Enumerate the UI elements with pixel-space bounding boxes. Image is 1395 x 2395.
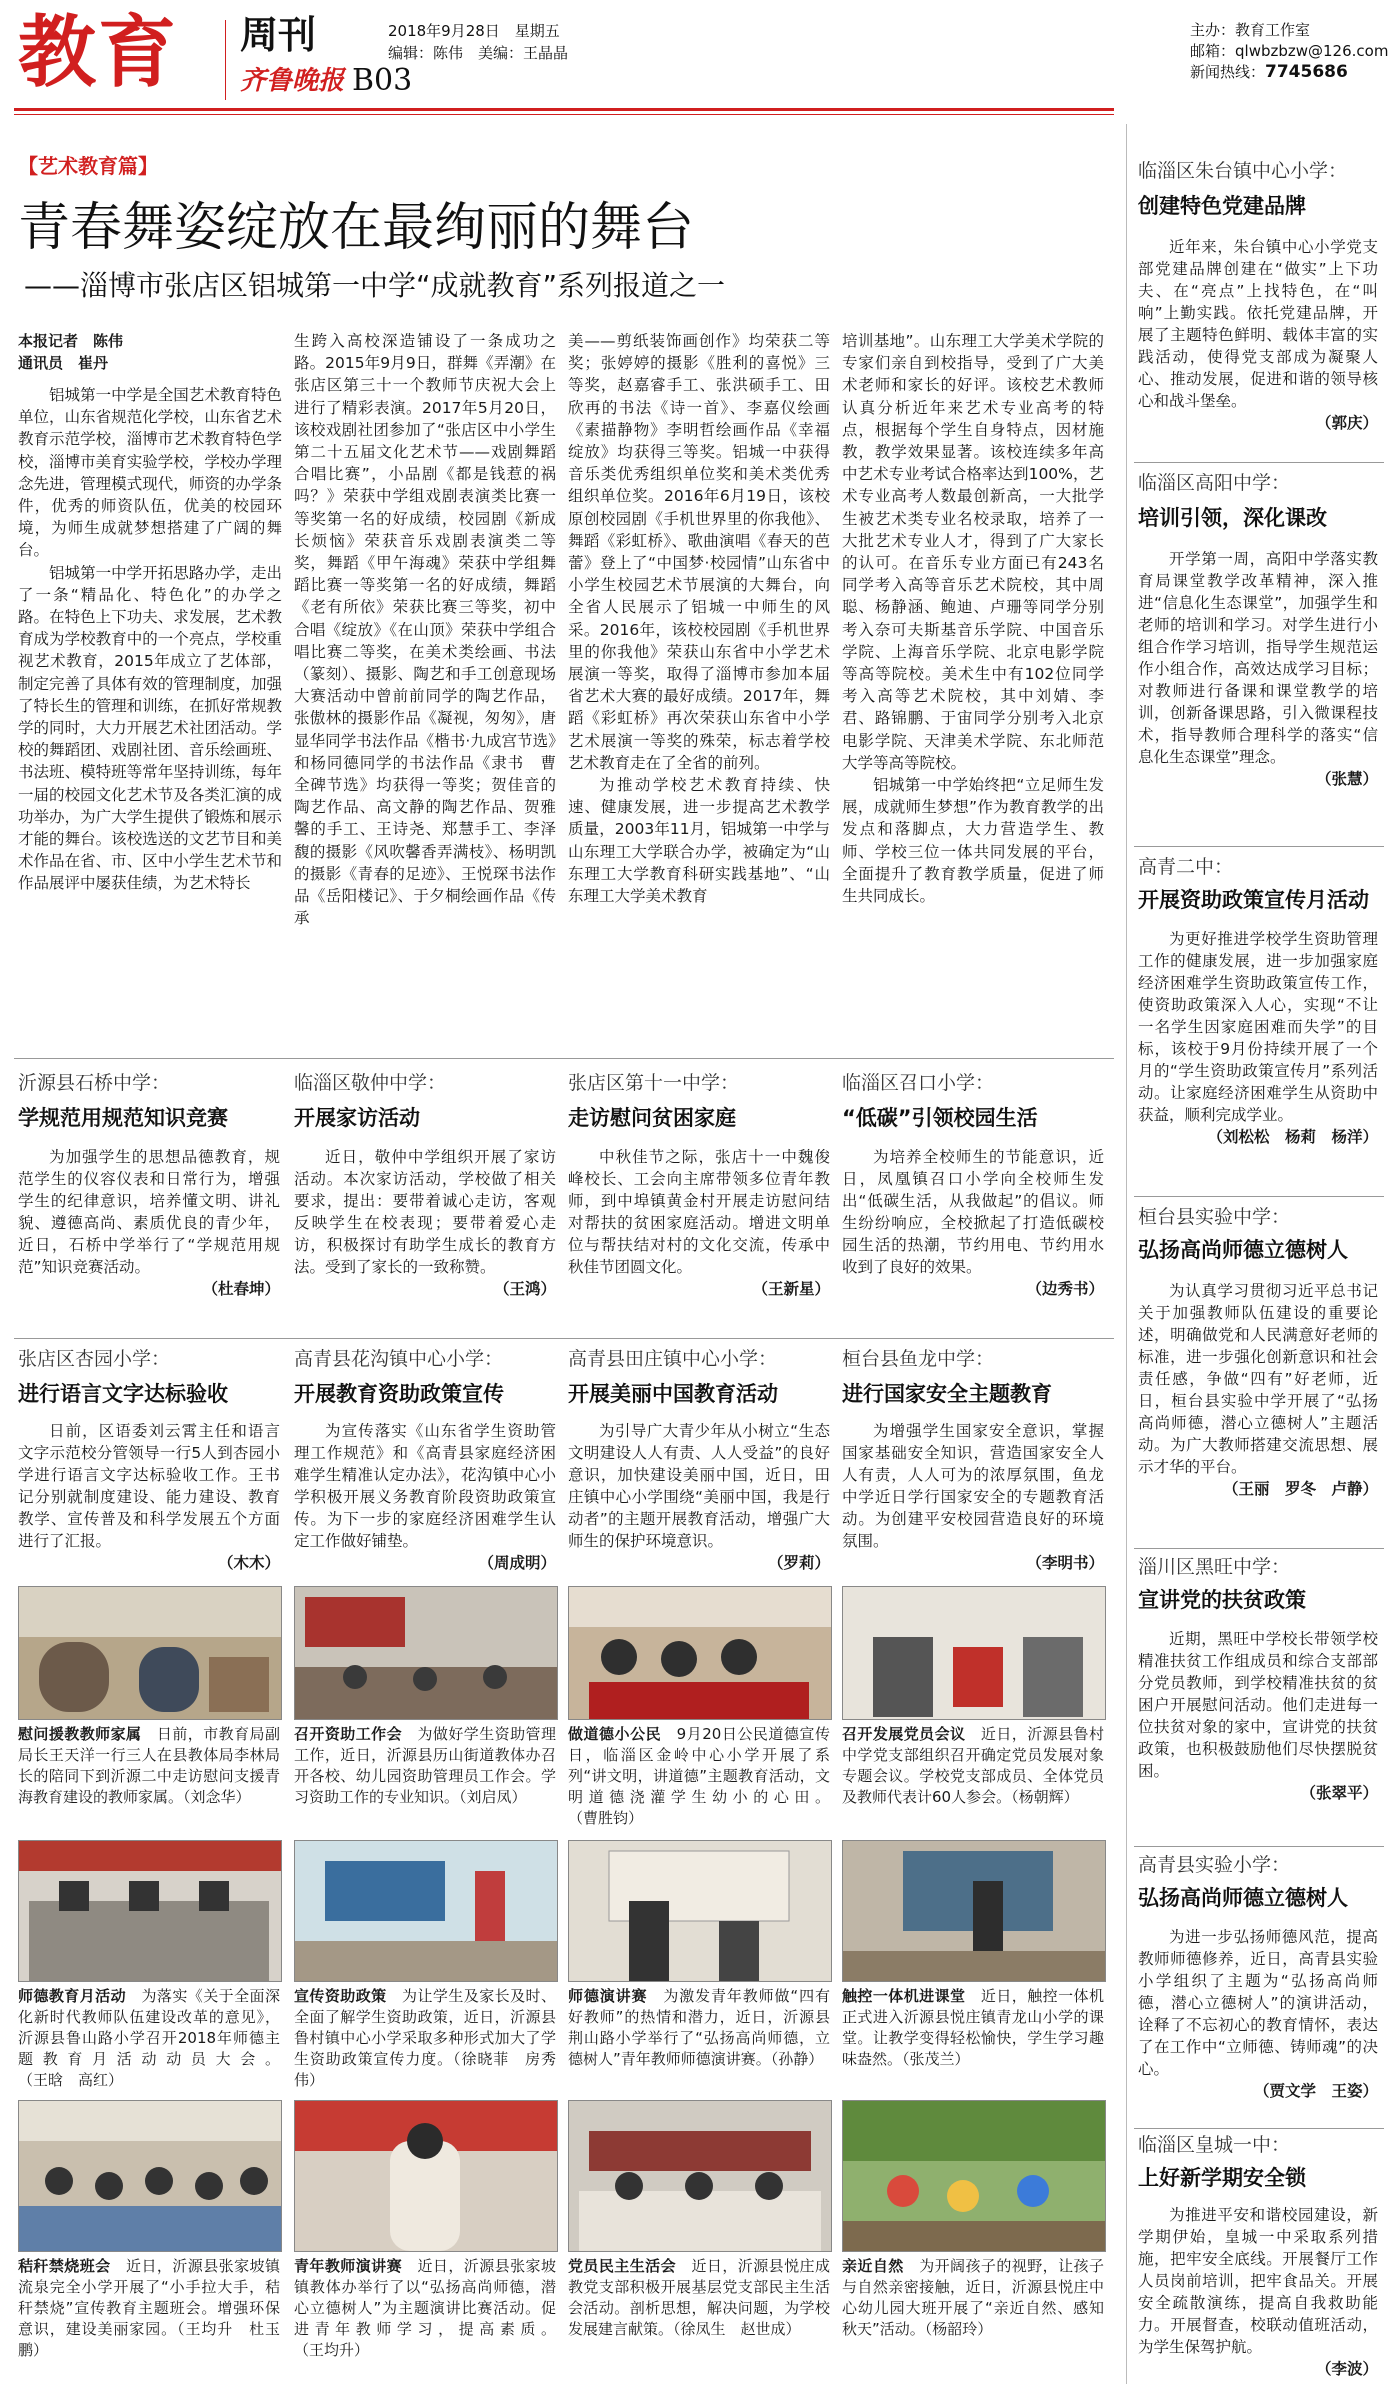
hotline-line: 新闻热线：7745686 [1190, 62, 1348, 82]
sidebar-rule [1134, 846, 1384, 847]
photo-caption: 秸秆禁烧班会 近日，沂源县张家坡镇流泉完全小学开展了“小手拉大手，秸秆禁烧”宣传教育主题班会。增强环保意识，建设美丽家园。（王均升 杜玉鹏） [18, 2257, 280, 2359]
category-label: 【艺术教育篇】 [18, 154, 158, 178]
paragraph: 为推动学校艺术教育持续、快速、健康发展，进一步提高艺术教学质量，2003年11月，铝城第一中学与山东理工大学联合办学，被确定为“山东理工大学教育科研实践基地”、“山东理工大学美术教育 [568, 776, 830, 906]
sidebar-rule [1134, 1196, 1384, 1197]
paragraph: 铝城第一中学开拓思路办学，走出了一条“精品化、特色化”的办学之路。在特色上下功夫、求发展，艺术教育成为学校教育中的一个亮点，学校重视艺术教育，2015年成立了艺体部，制定完善了具体有效的管理制度，加强了特长生的管理和训练，在抓好常规教学的同时，大力开展艺术社团活动。学校的舞蹈团、戏剧社团、音乐绘画班、书法班、模特班等常年坚持训练，每年一届的校园文化艺术节及各类汇演的成功举办，为广大学生提供了锻炼和展示才能的舞台。该校选送的文艺节目和美术作品在省、市、区中小学生艺术节和作品展评中屡获佳绩，为艺术特长 [18, 563, 282, 893]
sidebar-signature: （张慧） [1315, 770, 1378, 788]
hotline-number: 7745686 [1265, 62, 1348, 82]
caption-title: 做道德小公民 [568, 1725, 662, 1743]
sidebar-rule [1134, 1548, 1384, 1549]
photo-image [843, 1587, 1105, 1719]
caption-signature: （王均升） [294, 2341, 370, 2359]
sidebar-school: 高青二中： [1138, 856, 1234, 878]
photo-image [295, 1587, 557, 1719]
caption-signature: （曹胜钧） [568, 1809, 644, 1827]
box-title: 进行语言文字达标验收 [18, 1382, 228, 1406]
box-signature: （王新星） [752, 1280, 830, 1298]
masthead-meta [388, 20, 568, 64]
headline: 青春舞姿绽放在最绚丽的舞台 [18, 198, 695, 258]
sidebar-divider [1126, 124, 1127, 2384]
sidebar-title: 开展资助政策宣传月活动 [1138, 888, 1369, 912]
box-school: 桓台县鱼龙中学： [842, 1348, 995, 1370]
news-photo [294, 1840, 558, 1982]
box-signature: （周成明） [478, 1554, 556, 1572]
photo-caption: 宣传资助政策 为让学生及家长及时、全面了解学生资助政策，近日，沂源县鲁村镇中心小学采取多种形式加大了学生资助政策宣传力度。（徐晓菲 房秀伟） [294, 1987, 556, 2089]
section-title: 教育 [18, 7, 179, 98]
photo-image [843, 1841, 1105, 1981]
box-school: 沂源县石桥中学： [18, 1072, 171, 1094]
sidebar-signature: （王丽 罗冬 卢静） [1222, 1480, 1378, 1498]
sidebar-title: 弘扬高尚师德立德树人 [1138, 1238, 1348, 1262]
sidebar-school: 桓台县实验中学： [1138, 1206, 1291, 1228]
caption-title: 党员民主生活会 [568, 2257, 677, 2275]
box-body: 为增强学生国家安全意识，掌握国家基础安全知识，营造国家安全人人有责，人人可为的浓厚氛围，鱼龙中学近日学行国家安全的专题教育活动。为创建平安校园营造良好的环境氛围。 （李明书） [842, 1422, 1104, 1572]
caption-title: 召开发展党员会议 [842, 1725, 966, 1743]
caption-title: 青年教师演讲赛 [294, 2257, 403, 2275]
caption-title: 师德教育月活动 [18, 1987, 127, 2005]
paragraph: 生跨入高校深造铺设了一条成功之路。2015年9月9日，群舞《弄潮》在张店区第三十一个教师节庆祝大会上进行了精彩表演。2017年5月20日，该校戏剧社团参加了“张店区中小学生第二十五届文化艺术节——戏剧舞蹈合唱比赛”，小品剧《都是钱惹的祸吗？》荣获中学组戏剧表演类比赛一等奖第一名的好成绩，校园剧《新成长烦恼》荣获音乐戏剧表演类二等奖，舞蹈《甲午海魂》荣获中学组舞蹈比赛一等奖第一名的好成绩，舞蹈《老有所依》荣获比赛三等奖，初中合唱《绽放》《在山顶》荣获中学组合唱比赛二等奖，在美术类绘画、书法（篆刻）、摄影、陶艺和手工创意现场大赛活动中曾前前同学的陶艺作品，张傲林的摄影作品《凝视，匆匆》，唐显华同学书法作品《楷书·九成宫节选》和杨同德同学的书法作品《隶书 曹全碑节选》均获得一等奖；贺佳音的陶艺作品、高文静的陶艺作品、贺雅馨的手工、王诗尧、郑慧手工、李泽馥的摄影《风吹馨香弄满枝》、杨明凯的摄影《青春的足迹》、王悦琛书法作品《岳阳楼记》、于夕桐绘画作品《传承 [294, 332, 556, 928]
photo-image [19, 1841, 281, 1981]
article-column-3 [568, 330, 830, 1048]
editor-line: 编辑：陈伟 美编：王晶晶 [388, 44, 569, 62]
sidebar-signature: （贾文学 王姿） [1253, 2082, 1378, 2100]
host-line: 主办：教育工作室 [1190, 21, 1311, 39]
photo-caption: 触控一体机进课堂 近日，触控一体机正式进入沂源县悦庄镇青龙山小学的课堂。让教学变得轻松愉快，学生学习趣味盎然。（张茂兰） [842, 1987, 1104, 2068]
box-title: 学规范用规范知识竞赛 [18, 1106, 228, 1130]
sidebar-title: 培训引领，深化课改 [1138, 506, 1327, 530]
box-body: 为引导广大青少年从小树立“生态文明建设人人有责、人人受益”的良好意识，加快建设美丽中国，近日，田庄镇中心小学围绕“美丽中国，我是行动者”的主题开展教育活动，增强广大师生的保护环境意识。 （罗莉） [568, 1422, 830, 1572]
photo-caption: 慰问援教教师家属 日前，市教育局副局长王天洋一行三人在县教体局李林局长的陪同下到沂源二中走访慰问支援青海教育建设的教师家属。（刘念华） [18, 1725, 280, 1806]
photo-image [19, 2101, 281, 2251]
box-body: 为培养全校师生的节能意识，近日，凤凰镇召口小学向全校师生发出“低碳生活，从我做起”的倡议。师生纷纷响应，全校掀起了打造低碳校园生活的热潮，节约用电、节约用水收到了良好的效果。 （边秀书） [842, 1148, 1104, 1298]
caption-title: 宣传资助政策 [294, 1987, 387, 2005]
caption-title: 师德演讲赛 [568, 1987, 648, 2005]
box-signature: （边秀书） [1026, 1280, 1104, 1298]
box-school: 张店区杏园小学： [18, 1348, 171, 1370]
box-school: 高青县田庄镇中心小学： [568, 1348, 778, 1370]
sidebar-rule [1134, 2128, 1384, 2129]
byline-reporter: 本报记者 陈伟 [18, 332, 124, 350]
photo-caption: 党员民主生活会 近日，沂源县悦庄成教党支部积极开展基层党支部民主生活会活动。剖析思想，解决问题，为学校发展建言献策。（徐凤生 赵世成） [568, 2257, 830, 2338]
caption-signature: （徐晓菲 房秀伟） [294, 2050, 556, 2089]
box-signature: （杜春坤） [202, 1280, 280, 1298]
news-photo [294, 1586, 558, 1720]
photo-caption: 青年教师演讲赛 近日，沂源县张家坡镇教体办举行了以“弘扬高尚师德，潜心立德树人”为主题演讲比赛活动。促进青年教师学习，提高素质。（王均升） [294, 2257, 556, 2359]
sidebar-title: 宣讲党的扶贫政策 [1138, 1588, 1306, 1612]
masthead-divider [225, 20, 226, 100]
box-title: 开展教育资助政策宣传 [294, 1382, 504, 1406]
weekly-label: 周刊 [240, 13, 317, 57]
box-school: 高青县花沟镇中心小学： [294, 1348, 504, 1370]
photo-image [569, 1587, 831, 1719]
sidebar-title: 弘扬高尚师德立德树人 [1138, 1886, 1348, 1910]
paragraph: 铝城第一中学是全国艺术教育特色单位，山东省规范化学校，山东省艺术教育示范学校，淄博市艺术教育特色学校，淄博市美育实验学校，学校办学理念先进，管理模式现代，师资的办学条件，优秀的师资队伍，优美的校园环境，为师生成就梦想搭建了广阔的舞台。 [18, 386, 282, 560]
page-number: B03 [352, 63, 413, 98]
news-photo [18, 2100, 282, 2252]
sidebar-body: 为进一步弘扬师德风范，提高教师师德修养，近日，高青县实验小学组织了主题为“弘扬高尚师德，潜心立德树人”的演讲活动，诠释了不忘初心的教育情怀，表达了在工作中“立师德、铸师魂”的决心。 （贾文学 王姿） [1138, 1928, 1378, 2100]
box-title: “低碳”引领校园生活 [842, 1106, 1038, 1130]
sidebar-signature: （郭庆） [1315, 414, 1378, 432]
photo-image [569, 2101, 831, 2251]
caption-signature: （刘念华） [183, 1788, 251, 1806]
email-line: 邮箱：qlwbzbzw@126.com [1190, 42, 1389, 60]
photo-image [295, 2101, 557, 2251]
sidebar-signature: （刘松松 杨莉 杨洋） [1207, 1128, 1378, 1146]
box-title: 进行国家安全主题教育 [842, 1382, 1052, 1406]
byline-correspondent: 通讯员 崔丹 [18, 354, 109, 372]
article-column-1 [18, 384, 282, 1048]
box-signature: （木木） [217, 1554, 280, 1572]
photo-caption: 师德演讲赛 为激发青年教师做“四有好教师”的热情和潜力，近日，沂源县荆山路小学举行了“弘扬高尚师德，立德树人”青年教师师德演讲赛。（孙静） [568, 1987, 830, 2068]
news-photo [568, 2100, 832, 2252]
photo-image [569, 1841, 831, 1981]
box-school: 临淄区召口小学： [842, 1072, 995, 1094]
sidebar-title: 上好新学期安全锁 [1138, 2166, 1306, 2190]
sidebar-signature: （张翠平） [1300, 1784, 1378, 1802]
caption-signature: （刘启凤） [459, 1788, 527, 1806]
box-body: 日前，区语委刘云霄主任和语言文字示范校分管领导一行5人到杏园小学进行语言文字达标验收工作。王书记分别就制度建设、能力建设、教育教学、宣传普及和科学发展五个方面进行了汇报。 （木木） [18, 1422, 280, 1572]
sidebar-rule [1134, 1846, 1384, 1847]
box-title: 开展家访活动 [294, 1106, 420, 1130]
photo-caption: 召开发展党员会议 近日，沂源县鲁村中学党支部组织召开确定党员发展对象专题会议。学校党支部成员、全体党员及教师代表计60人参会。（杨朝辉） [842, 1725, 1104, 1806]
sidebar-body: 为推进平安和谐校园建设，新学期伊始，皇城一中采取系列措施，把牢安全底线。开展餐厅工作人员岗前培训，把牢食品关。开展安全疏散演练，提高自我救助能力。开展督查，校联动值班活动，为学生保驾护航。 （李波） [1138, 2206, 1378, 2378]
news-photo [842, 1586, 1106, 1720]
box-signature: （王鸿） [493, 1280, 556, 1298]
section-rule [14, 1058, 1114, 1059]
news-photo [568, 1586, 832, 1720]
caption-title: 亲近自然 [842, 2257, 904, 2275]
box-signature: （罗莉） [767, 1554, 830, 1572]
masthead-rule [14, 108, 1114, 111]
caption-signature: （张茂兰） [902, 2050, 970, 2068]
box-body: 近日，敬仲中学组织开展了家访活动。本次家访活动，学校做了相关要求，提出：要带着诚心走访，客观反映学生在校表现；要带着爱心走访，积极探讨有助学生成长的教育方法。受到了家长的一致称赞。 （王鸿） [294, 1148, 556, 1298]
sidebar-school: 临淄区皇城一中： [1138, 2134, 1291, 2156]
sidebar-school: 临淄区朱台镇中心小学： [1138, 160, 1348, 182]
caption-title: 秸秆禁烧班会 [18, 2257, 111, 2275]
sidebar-body: 开学第一周，高阳中学落实教育局课堂教学改革精神，深入推进“信息化生态课堂”，加强学生和老师的培训和学习。对学生进行小组合作学习培训，指导学生规范运作小组合作，高效达成学习目标；对教师进行备课和课堂教学的培训，创新备课思路，引入微课程技术，指导教师合理科学的落实“信息化生态课堂”理念。 （张慧） [1138, 550, 1378, 788]
box-signature: （李明书） [1026, 1554, 1104, 1572]
sidebar-rule [1134, 462, 1384, 463]
photo-caption: 召开资助工作会 为做好学生资助管理工作，近日，沂源县历山街道教体办召开各校、幼儿园资助管理员工作会。学习资助工作的专业知识。（刘启凤） [294, 1725, 556, 1806]
box-title: 走访慰问贫困家庭 [568, 1106, 736, 1130]
sidebar-signature: （李波） [1315, 2360, 1378, 2378]
contact-box [1190, 20, 1388, 83]
sidebar-school: 淄川区黑旺中学： [1138, 1556, 1291, 1578]
news-photo [294, 2100, 558, 2252]
photo-caption: 亲近自然 为开阔孩子的视野，让孩子与自然亲密接触，近日，沂源县悦庄中心幼儿园大班开展了“亲近自然、感知秋天”活动。（杨韶玲） [842, 2257, 1104, 2338]
paragraph: 铝城第一中学始终把“立足师生发展，成就师生梦想”作为教育教学的出发点和落脚点，大力营造学生、教师、学校三位一体共同发展的平台，全面提升了教育教学质量，促进了师生共同成长。 [842, 776, 1104, 906]
photo-image [19, 1587, 281, 1719]
news-photo [18, 1840, 282, 1982]
caption-signature: （徐凤生 赵世成） [673, 2320, 801, 2338]
news-photo [842, 1840, 1106, 1982]
subheadline: ——淄博市张店区铝城第一中学“成就教育”系列报道之一 [24, 269, 726, 302]
box-school: 临淄区敬仲中学： [294, 1072, 447, 1094]
box-body: 为宣传落实《山东省学生资助管理工作规范》和《高青县家庭经济困难学生精准认定办法》，花沟镇中心小学积极开展义务教育阶段资助政策宣传。为下一步的家庭经济困难学生认定工作做好铺垫。 （周成明） [294, 1422, 556, 1572]
box-body: 为加强学生的思想品德教育，规范学生的仪容仪表和日常行为，增强学生的纪律意识，培养懂文明、讲礼貌、遵德高尚、素质优良的青少年，近日，石桥中学举行了“学规范用规范”知识竞赛活动。 （杜春坤） [18, 1148, 280, 1298]
issue-date: 2018年9月28日 星期五 [388, 22, 560, 40]
box-school: 张店区第十一中学： [568, 1072, 740, 1094]
photo-image [295, 1841, 557, 1981]
section-rule [14, 1338, 1114, 1339]
caption-signature: （王均升 杜玉鹏） [18, 2320, 280, 2359]
newspaper-logo: 齐鲁晚报 [240, 66, 345, 96]
sidebar-school: 高青县实验小学： [1138, 1854, 1291, 1876]
news-photo [842, 2100, 1106, 2252]
caption-signature: （孙静） [770, 2050, 824, 2068]
photo-caption: 师德教育月活动 为落实《关于全面深化新时代教师队伍建设改革的意见》，沂源县鲁山路小学召开2018年师德主题教育月活动动员大会。（王晗 高红） [18, 1987, 280, 2089]
sidebar-school: 临淄区高阳中学： [1138, 472, 1291, 494]
box-title: 开展美丽中国教育活动 [568, 1382, 778, 1406]
news-photo [568, 1840, 832, 1982]
paragraph: 培训基地”。山东理工大学美术学院的专家们亲自到校指导，受到了广大美术老师和家长的好评。该校艺术教师认真分析近年来艺术专业高考的特点，根据每个学生自身特点，因材施教，教学效果显著。该校连续多年高中艺术专业考试合格率达到100%，艺术专业高考人数最创新高，一大批学生被艺术类专业名校录取，培养了一大批艺术专业人才，得到了广大家长的认可。在音乐专业方面已有243名同学考入高等音乐艺术院校，其中周聪、杨静涵、鲍迪、卢珊等同学分别考入奈可夫斯基音乐学院、中国音乐学院、上海音乐学院、北京电影学院等高等院校。美术生中有102位同学考入高等艺术院校，其中刘婧、李君、路锦鹏、于宙同学分别考入北京电影学院、天津美术学院、东北师范大学等高等院校。 [842, 332, 1104, 772]
caption-signature: （王晗 高红） [18, 2071, 124, 2089]
article-column-4 [842, 330, 1104, 1048]
sidebar-body: 为更好推进学校学生资助管理工作的健康发展，进一步加强家庭经济困难学生资助政策宣传工作，使资助政策深入人心，实现“不让一名学生因家庭困难而失学”的目标，该校于9月份持续开展了一个月的“学生资助政策宣传月”系列活动。让家庭经济困难学生从资助中获益，顺利完成学业。 （刘松松 杨莉 杨洋） [1138, 930, 1378, 1146]
paragraph: 美——剪纸装饰画创作》均荣获二等奖；张婷婷的摄影《胜利的喜悦》三等奖，赵嘉睿手工、张洪硕手工、田欣再的书法《诗一首》、李嘉仪绘画《素描静物》李明哲绘画作品《幸福绽放》均获得三等奖。铝城一中获得音乐类优秀组织单位奖和美术类优秀组织单位奖。2016年6月19日，该校原创校园剧《手机世界里的你我他》、舞蹈《彩虹桥》、歌曲演唱《春天的芭蕾》登上了“中国梦·校园情”山东省中小学生校园艺术节展演的大舞台，向全省人民展示了铝城一中师生的风采。2016年，该校校园剧《手机世界里的你我他》荣获山东省中小学艺术展演一等奖，取得了淄博市参加本届省艺术大赛的最好成绩。2017年，舞蹈《彩虹桥》再次荣获山东省中小学艺术展演一等奖的殊荣，标志着学校艺术教育走在了全省的前列。 [568, 332, 830, 772]
sidebar-body: 近期，黑旺中学校长带领学校精准扶贫工作组成员和综合支部部分党员教师，到学校精准扶贫的贫困户开展慰问活动。他们走进每一位扶贫对象的家中，宣讲党的扶贫政策，也积极鼓励他们尽快摆脱贫困。 （张翠平） [1138, 1630, 1378, 1802]
box-body: 中秋佳节之际，张店十一中魏俊峰校长、工会向主席带领多位青年教师，到中埠镇黄金村开展走访慰问结对帮扶的贫困家庭活动。增进文明单位与帮扶结对村的文化交流，传承中秋佳节团圆文化。 （王新星） [568, 1148, 830, 1298]
caption-title: 慰问援教教师家属 [18, 1725, 142, 1743]
sidebar-body: 为认真学习贯彻习近平总书记关于加强教师队伍建设的重要论述，明确做党和人民满意好老师的标准，进一步强化创新意识和社会责任感，争做“四有”好老师，近日，桓台县实验中学开展了“弘扬高尚师德，潜心立德树人”主题活动。为广大教师搭建交流思想、展示才华的平台。 （王丽 罗冬 卢静） [1138, 1282, 1378, 1498]
caption-title: 召开资助工作会 [294, 1725, 403, 1743]
news-photo [18, 1586, 282, 1720]
masthead-rule-thin [14, 114, 1114, 115]
caption-signature: （杨朝辉） [1011, 1788, 1079, 1806]
sidebar-title: 创建特色党建品牌 [1138, 194, 1306, 218]
byline [18, 330, 123, 374]
article-column-2 [294, 330, 556, 1048]
caption-signature: （杨韶玲） [924, 2320, 993, 2338]
photo-caption: 做道德小公民 9月20日公民道德宣传日，临淄区金岭中心小学开展了系列“讲文明，讲道德”主题教育活动，文明道德浇灌学生幼小的心田。（曹胜钧） [568, 1725, 830, 1827]
caption-title: 触控一体机进课堂 [842, 1987, 966, 2005]
sidebar-body: 近年来，朱台镇中心小学党支部党建品牌创建在“做实”上下功夫、在“亮点”上找特色，在“叫响”上勤实践。依托党建品牌，开展了主题特色鲜明、载体丰富的实践活动，使得党支部成为凝聚人心、推动发展，促进和谐的领导核心和战斗堡垒。 （郭庆） [1138, 238, 1378, 432]
photo-image [843, 2101, 1105, 2251]
